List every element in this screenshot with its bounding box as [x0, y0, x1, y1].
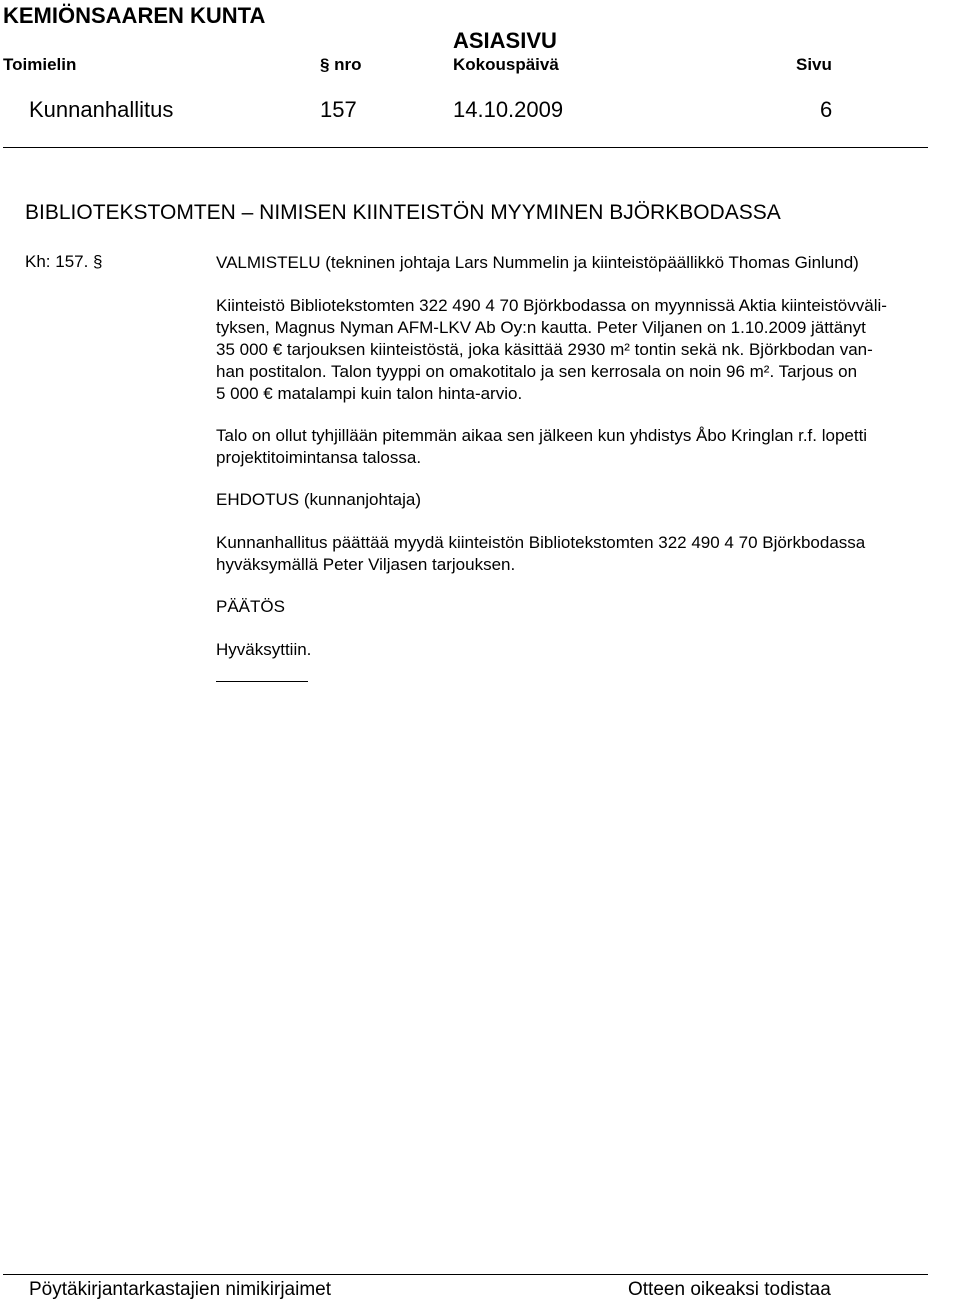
label-body: Toimielin [3, 55, 77, 74]
organization-name: KEMIÖNSAAREN KUNTA [3, 3, 266, 28]
decision-text: Hyväksyttiin. [216, 640, 312, 659]
footer-divider [3, 1274, 928, 1275]
preparation-heading: VALMISTELU (tekninen johtaja Lars Nummelin ja kiinteistöpäällikkö Thomas Ginlund) [216, 253, 859, 272]
header-divider [3, 147, 928, 148]
label-page: Sivu [796, 55, 832, 74]
proposal-heading: EHDOTUS (kunnanjohtaja) [216, 490, 422, 509]
label-number: § nro [320, 55, 362, 74]
value-number: 157 [320, 97, 357, 122]
value-body: Kunnanhallitus [29, 97, 174, 122]
value-page: 6 [820, 97, 833, 122]
end-of-section-rule [216, 681, 308, 682]
paragraph-property-description: Kiinteistö Bibliotekstomten 322 490 4 70 Björkbodassa on myynnissä Aktia kiinteistövväli- tyksen, Magnus Nyman AFM-LKV Ab Oy:n kautta. Peter Viljanen on 1.10.2009 jättänyt 35 000 € tarjouksen kiinteistöstä, joka käsittää 2930 m² tontin sekä nk. Björkbodan van- han postitalon. Talon tyyppi on omakotitalo ja sen kerrosala on noin 96 m². Tarjous on 5 000 € matalampi kuin talon hinta-arvio. [216, 296, 887, 403]
value-date: 14.10.2009 [453, 97, 564, 122]
footer-initials-label: Pöytäkirjantarkastajien nimikirjaimet [29, 1279, 331, 1300]
proposal-text: Kunnanhallitus päättää myydä kiinteistön Bibliotekstomten 322 490 4 70 Björkbodassa hyväksymällä Peter Viljasen tarjouksen. [216, 533, 866, 574]
section-reference: Kh: 157. § [25, 252, 103, 271]
footer-certification-label: Otteen oikeaksi todistaa [628, 1279, 831, 1300]
decision-heading: PÄÄTÖS [216, 597, 285, 616]
document-type: ASIASIVU [453, 28, 557, 53]
section-title: BIBLIOTEKSTOMTEN – NIMISEN KIINTEISTÖN MYYMINEN BJÖRKBODASSA [25, 201, 781, 224]
label-date: Kokouspäivä [453, 55, 559, 74]
paragraph-house-history: Talo on ollut tyhjillään pitemmän aikaa sen jälkeen kun yhdistys Åbo Kringlan r.f. lopetti projektitoimintansa talossa. [216, 426, 868, 467]
